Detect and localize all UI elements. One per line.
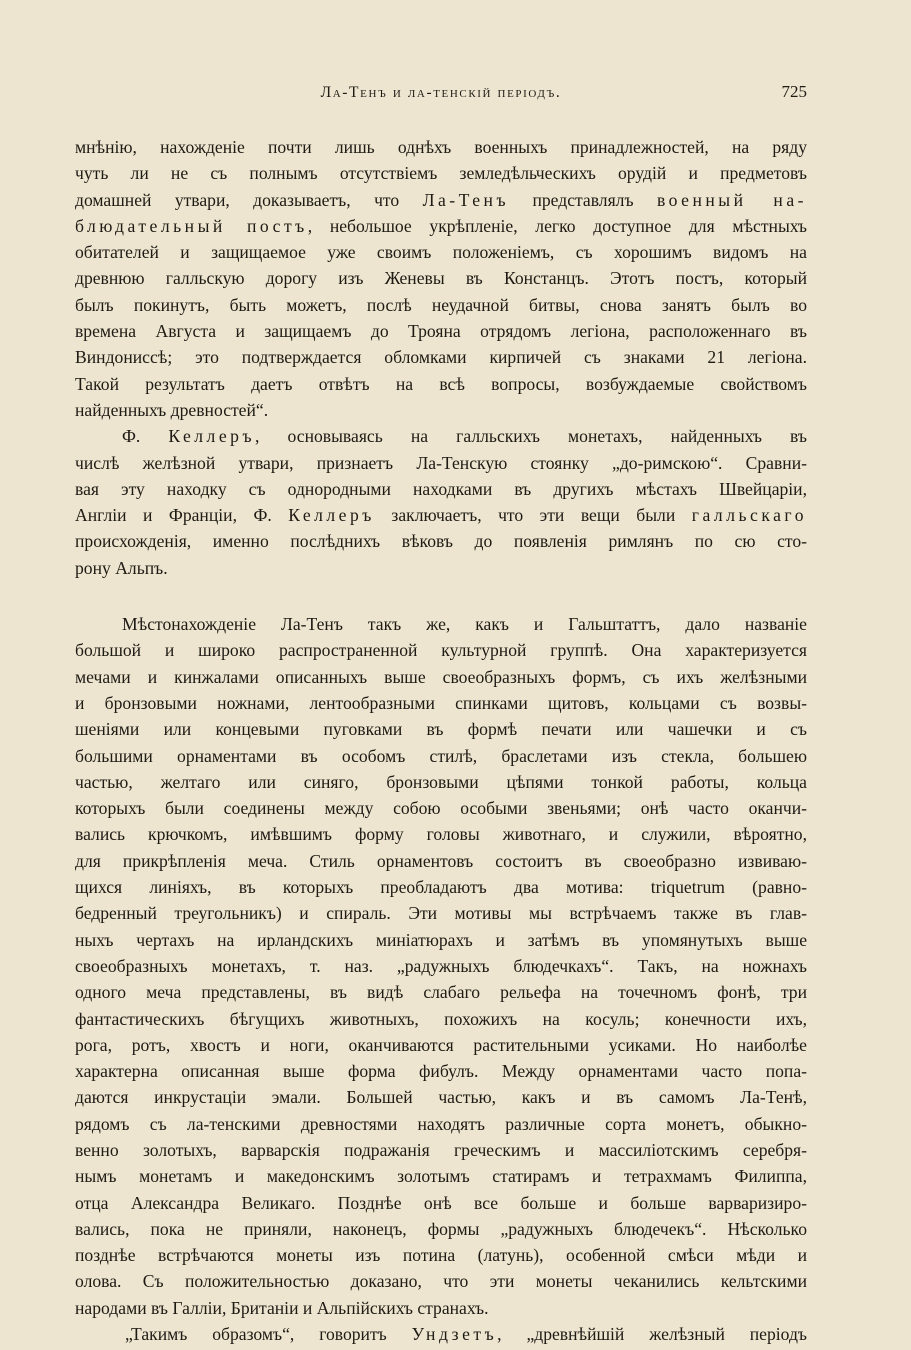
text-line: позднѣе встрѣчаются монеты изъ потина (латунь), особенной смѣси мѣди и [75,1245,807,1266]
text-segment: представлялъ [509,189,657,210]
text-line: которыхъ были соединены между собою особыми звеньями; онѣ часто оканчи- [75,798,807,819]
text-line: обитателей и защищаемое уже своимъ положеніемъ, съ хорошимъ видомъ на [75,242,807,263]
text-line: вались, пока не приняли, наконецъ, формы „радужныхъ блюдечекъ“. Нѣсколько [75,1218,807,1239]
text-line [75,502,807,528]
spaced-text: блюдательный постъ [75,215,308,236]
text-segment: заключаетъ, что эти вещи были [374,505,692,526]
text-line: древнюю галльскую дорогу изъ Женевы въ Констанцъ. Этотъ постъ, который [75,268,807,289]
text-line: венно золотыхъ, варварскія подражанія греческимъ и массиліотскимъ серебря- [75,1139,807,1160]
text-segment: , основываясь на галльскихъ монетахъ, найденныхъ въ [255,426,807,447]
text-line: ныхъ чертахъ на ирландскихъ миніатюрахъ и затѣмъ въ упомянутыхъ выше [75,929,807,950]
text-line: бедренный треугольникъ) и спираль. Эти мотивы мы встрѣчаемъ также въ глав- [75,903,807,924]
running-title: Ла-Тенъ и ла-тенскій періодъ. [320,84,562,101]
page-number: 725 [781,82,807,101]
text-line: найденныхъ древностей“. [75,399,269,420]
text-line: происхожденія, именно послѣднихъ вѣковъ до появленія римлянъ по сю сто- [75,531,807,552]
text-line: мечами и кинжалами описанныхъ выше своеобразныхъ формъ, съ ихъ желѣзными [75,666,807,687]
text-line: фантастическихъ бѣгущихъ животныхъ, похожихъ на косуль; конечности ихъ, [75,1008,807,1029]
text-line: и бронзовыми ножнами, лентообразными спинками щитовъ, кольцами съ возвы- [75,692,807,713]
paragraph [75,423,807,581]
text-line: вая эту находку съ однородными находками въ другихъ мѣстахъ Швейцаріи, [75,478,807,499]
text-line: шеніями или концевыми пуговками въ формѣ печати или чашечки и съ [75,719,807,740]
spaced-text: галльскаго [691,505,807,526]
text-line: Мѣстонахожденіе Ла-Тенъ такъ же, какъ и Гальштаттъ, дало названіе [122,614,807,635]
text-line: большими орнаментами въ особомъ стилѣ, браслетами изъ стекла, большею [75,745,807,766]
text-line: Такой результатъ даетъ отвѣтъ на всѣ вопросы, возбуждаемые свойствомъ [75,373,807,394]
body-text [75,134,807,1347]
text-line [75,213,807,239]
spaced-text: Ла-Тенъ [422,189,510,210]
text-line: рога, ротъ, хвостъ и ноги, оканчиваются растительными усиками. Но наиболѣе [75,1034,807,1055]
spaced-text: Келлеръ [168,426,256,447]
paragraph [75,134,807,423]
text-line: числѣ желѣзной утвари, признаетъ Ла-Тенскую стоянку „до-римскою“. Сравни- [75,452,807,473]
text-line: своеобразныхъ монетахъ, т. наз. „радужныхъ блюдечкахъ“. Такъ, на ножнахъ [75,955,807,976]
text-line: отца Александра Великаго. Позднѣе онѣ все больше и больше варваризиро- [75,1192,807,1213]
spaced-text: военный на- [656,189,807,210]
text-line: частью, желтаго или синяго, бронзовыми цѣпями тонкой работы, кольца [75,771,807,792]
text-line: рону Альпъ. [75,557,168,578]
text-line: олова. Съ положительностью доказано, что эти монеты чеканились кельтскими [75,1271,807,1292]
text-line: Виндониссѣ; это подтверждается обломками кирпичей съ знаками 21 легіона. [75,347,807,368]
text-segment: „Такимъ образомъ“, говоритъ [125,1324,412,1345]
paragraph [75,611,807,1321]
text-line [75,187,807,213]
text-segment: домашней утвари, доказываетъ, что [75,189,423,210]
spaced-text: Ундзетъ [411,1324,498,1345]
text-line: мнѣнію, нахожденіе почти лишь однѣхъ военныхъ принадлежностей, на ряду [75,137,807,157]
text-line: щихся линіяхъ, въ которыхъ преобладаютъ два мотива: triquetrum (равно- [75,877,807,898]
text-line: времена Августа и защищаемъ до Трояна отрядомъ легіона, расположеннаго въ [75,321,807,342]
text-line: даются инкрустаціи эмали. Большей частью, какъ и въ самомъ Ла-Тенѣ, [75,1087,807,1108]
text-line: характерна описанная выше форма фибулъ. Между орнаментами часто попа- [75,1061,807,1082]
text-segment: Англіи и Франціи, Ф. [75,505,289,526]
paragraph [75,1321,807,1347]
text-line [75,423,807,449]
text-segment: Ф. [122,426,169,447]
text-line [75,1321,807,1347]
text-line: вались крючкомъ, имѣвшимъ форму головы животнаго, и служили, вѣроятно, [75,824,807,845]
text-line: былъ покинутъ, быть можетъ, послѣ неудачной битвы, снова занятъ былъ во [75,294,807,315]
text-line: нымъ монетамъ и македонскимъ золотымъ статирамъ и тетрахмамъ Филиппа, [75,1166,807,1187]
text-line: большой и широко распространенной культурной группѣ. Она характеризуется [75,640,807,661]
spaced-text: Келлеръ [288,505,375,526]
text-segment: , „древнѣйшій желѣзный періодъ [497,1324,807,1345]
text-line: одного меча представлены, въ видѣ слабаго рельефа на точечномъ фонѣ, три [75,982,807,1003]
text-line: народами въ Галліи, Британіи и Альпійскихъ странахъ. [75,1297,489,1318]
paragraph-gap [75,581,807,611]
text-segment: , небольшое укрѣпленіе, легко доступное для мѣстныхъ [307,215,807,236]
text-line: для прикрѣпленія меча. Стиль орнаментовъ состоитъ въ своеобразно извиваю- [75,850,807,871]
running-head [75,84,807,108]
text-line: рядомъ съ ла-тенскими древностями находятъ различные сорта монетъ, обыкно- [75,1113,807,1134]
text-line: чуть ли не съ полнымъ отсутствіемъ земледѣльческихъ орудій и предметовъ [75,163,807,184]
